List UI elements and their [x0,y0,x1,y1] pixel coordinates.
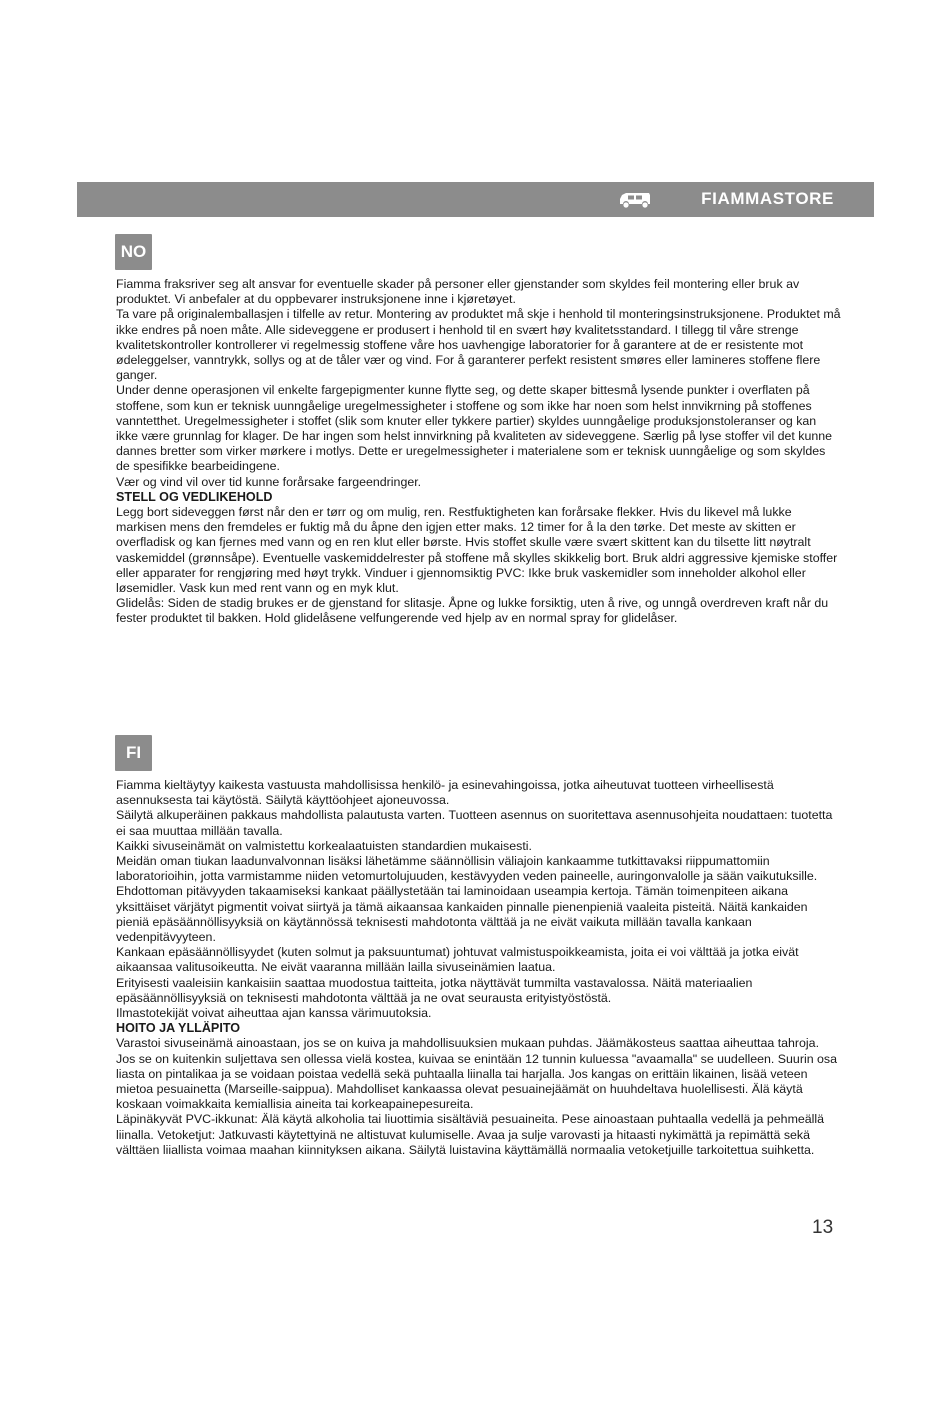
paragraph: Läpinäkyvät PVC-ikkunat: Älä käytä alkoholia tai liuottimia sisältäviä pesuaineita. Pese ainoastaan puhtaalla vedellä ja pehmeällä liinalla. Vetoketjut: Jatkuvasti käytettyinä ne altistuvat kulumiselle. Avaa ja sulje varovasti ja hitaasti nykimättä ja repimättä sekä välttäen liiallista voimaa maahan kiinnityksen aikana. Säilytä luistavina käyttämällä normaalia vetoketjuille tarkoitettua suihketta. [116,1112,825,1157]
header-bar [77,182,874,217]
paragraph: Under denne operasjonen vil enkelte fargepigmenter kunne flytte seg, og dette skaper bittesmå lysende punkter i overflaten på stoffene, som kun er teknisk uunngåelige uregelmessigheter i stoffene og som ikke har noen som helst innvikrning på stoffenes vanntetthet. Uregelmessigheter i stoffet (slik som knuter eller tykkere partier) skyldes uunngåelige produksjonstoleranser og kan ikke være grunnlag for klager. De har ingen som helst innvirkning på kvaliteten av sideveggene. Særlig på lyse stoffer vil det kunne dannes bretter som virker mørkere i motlys. Dette er uregelmessigheter i materialene som er teknisk uunngåelige og som skyldes de spesifikke bearbeidingene. [116,383,833,474]
paragraph: Kankaan epäsäännöllisyydet (kuten solmut ja paksuuntumat) johtuvat valmistuspoikkeamista, joita ei voi välttää ja jotka eivät aikaansaa valitusoikeutta. Ne eivät vaaranna millään lailla sivuseinämien laatua. [116,945,799,975]
paragraph: Fiamma kieltäytyy kaikesta vastuusta mahdollisissa henkilö- ja esinevahingoissa, jotka aiheutuvat tuotteen virheellisestä asennuksesta tai käytöstä. Säilytä käyttöohjeet ajoneuvossa. [116,778,774,808]
section-heading: STELL OG VEDLIKEHOLD [116,489,273,504]
paragraph: Ilmastotekijät voivat aiheuttaa ajan kanssa värimuutoksia. [116,1006,432,1021]
paragraph: Kaikki sivuseinämät on valmistettu korkealaatuisten standardien mukaisesti. [116,838,532,853]
paragraph: Vær og vind vil over tid kunne forårsake fargeendringer. [116,474,422,489]
language-badge-no: NO [115,234,152,270]
norwegian-section [116,277,841,627]
paragraph: Erityisesti vaaleisiin kankaisiin saattaa muodostua taitteita, jotka näyttävät tummilta vastavalossa. Näitä materiaalien epäsäännöllisyyksiä on teknisesti mahdotonta välttää ja ne ovat seurausta erityistyöstöstä. [116,975,753,1005]
paragraph: Glidelås: Siden de stadig brukes er de gjenstand for slitasje. Åpne og lukke forsiktig, uten å rive, og unngå overdreven kraft når du fester produktet til bakken. Hold glidelåsene velfungerende ved hjelp av en normal spray for glidelåser. [116,596,829,626]
van-icon [618,191,652,209]
paragraph: Fiamma fraksriver seg alt ansvar for eventuelle skader på personer eller gjenstander som skyldes feil montering eller bruk av produktet. Vi anbefaler at du oppbevarer instruksjonene inne i kjøretøyet. [116,277,800,307]
page-number: 13 [812,1217,834,1238]
section-heading: HOITO JA YLLÄPITO [116,1021,241,1036]
language-badge-fi: FI [115,735,152,771]
paragraph: Meidän oman tiukan laadunvalvonnan lisäksi lähetämme säännöllisin väliajoin kankaamme tutkittavaksi riippumattomiin laboratorioihin, jotta varmistamme niiden vetomurtolujuuden, kestävyyden veden paineelle, auringonvalolle ja sään vaikutuksille. Ehdottoman pitävyyden takaamiseksi kankaat päällystetään tai laminoidaan useampia kertoja. Tämän toimenpiteen aikana yksittäiset värjätyt pigmentit voivat siirtyä ja tämä aikaansaa kankaiden pinnalle pienenpieniä vaaleita pisteitä. Näitä kankaiden pieniä epäsäännöllisyyksiä on käytännössä teknisesti mahdotonta välttää ja ne eivät vaikuta millään tavalla kankaan vedenpitävyyteen. [116,854,818,945]
brand-title: FIAMMASTORE [701,189,834,208]
paragraph: Legg bort sideveggen først når den er tørr og om mulig, ren. Restfuktigheten kan forårsake flekker. Hvis du likevel må lukke markisen mens den fremdeles er fuktig må du åpne den igjen etter maks. 12 timer for å la den tørke. Det meste av skitten er overfladisk og kan fjernes med vann og en ren klut eller børste. Hvis stoffet skulle være svært skittent kan du tilsette litt nøytralt vaskemiddel (grønnsåpe). Eventuelle vaskemiddelrester på stoffene må skylles skikkelig bort. Bruk aldri aggressive kjemiske stoffer eller apparater for rengjøring med høyt trykk. Vinduer i gjennomsiktig PVC: Ikke bruk vaskemidler som inneholder alkohol eller løsemidler. Vask kun med rent vann og en myk klut. [116,505,838,596]
paragraph: Ta vare på originalemballasjen i tilfelle av retur. Montering av produktet må skje i henhold til monteringsinstruksjonene. Produktet må ikke endres på noen måte. Alle sideveggene er produsert i henhold til en svært høy kvalitetsstandard. I tillegg til våre strenge kvalitetskontroller kontrollerer vi regelmessig stoffene våre hos uavhengige laboratorier for å garantere at de er resistente mot ødeleggelser, vanntrykk, sollys og at de tåler vær og vind. For å garanterer perfekt resistent smøres eller lamineres stoffene flere ganger. [116,307,841,383]
paragraph: Säilytä alkuperäinen pakkaus mahdollista palautusta varten. Tuotteen asennus on suoritettava asennusohjeita noudattaen: tuotetta ei saa muuttaa millään tavalla. [116,808,833,838]
paragraph: Varastoi sivuseinämä ainoastaan, jos se on kuiva ja mahdollisuuksien mukaan puhdas. Jäämäkosteus saattaa aiheuttaa tahroja. Jos se on kuitenkin suljettava sen ollessa vielä kostea, kuivaa se enintään 12 tunnin kuluessa "avaamalla" se uudelleen. Suurin osa liasta on pintalikaa ja se voidaan poistaa vedellä sekä puhtaalla liinalla tai harjalla. Jos kangas on erittäin likainen, lisää veteen mietoa pesuainetta (Marseille-saippua). Mahdolliset kankaassa olevat pesuainejäämät on huuhdeltava huolellisesti. Älä käytä koskaan voimakkaita kemiallisia aineita tai korkeapainepesureita. [116,1036,838,1112]
finnish-section [116,778,841,1158]
